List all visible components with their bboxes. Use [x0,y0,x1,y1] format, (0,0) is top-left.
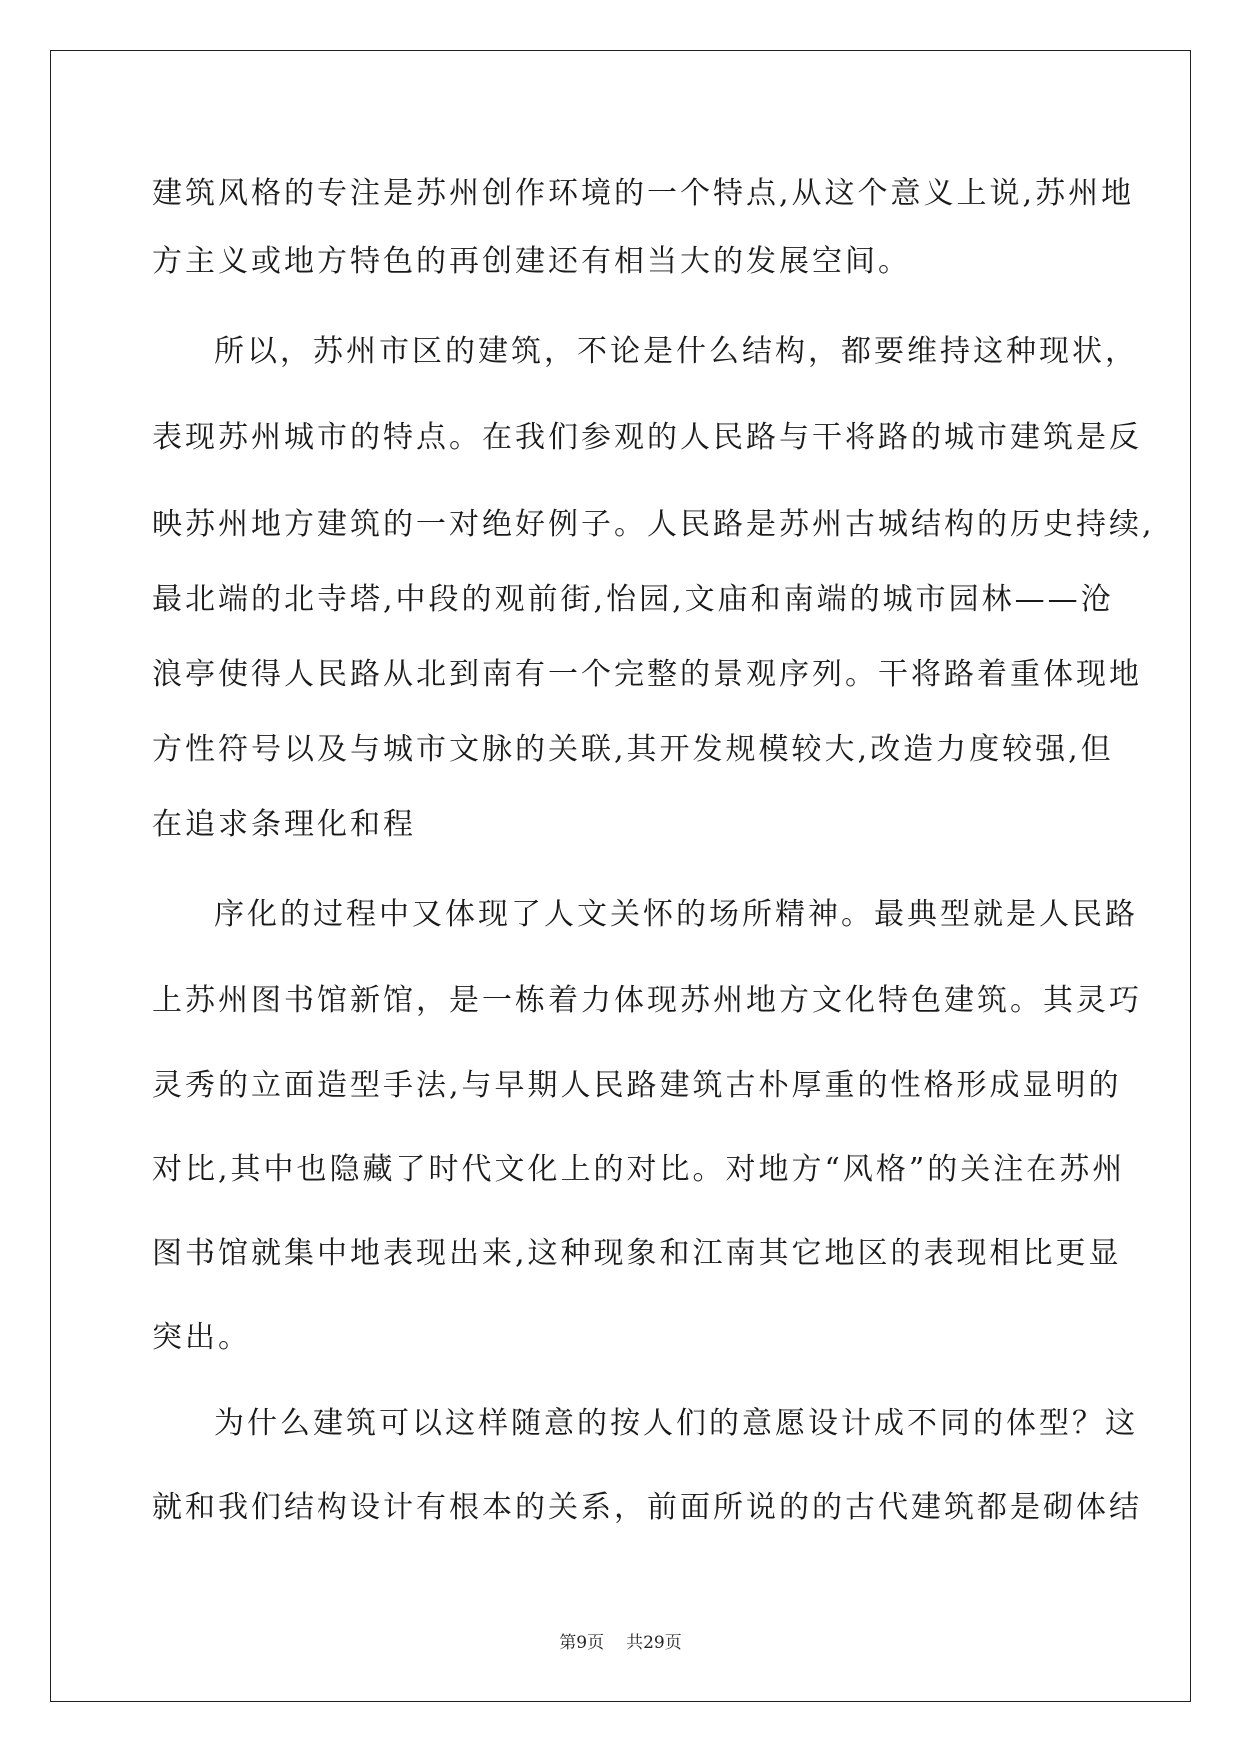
paragraph-start-line: 所以，苏州市区的建筑，不论是什么结构，都要维持这种现状， [214,334,1138,369]
text-line: 方主义或地方特色的再创建还有相当大的发展空间。 [152,244,911,279]
paragraph-start-line: 序化的过程中又体现了人文关怀的场所精神。最典型就是人民路 [214,897,1138,932]
text-line: 突出。 [152,1320,251,1355]
text-line: 表现苏州城市的特点。在我们参观的人民路与干将路的城市建筑是反 [152,420,1142,455]
text-line: 最北端的北寺塔,中段的观前街,怡园,文庙和南端的城市园林——沧 [152,582,1114,617]
page-total: 共29页 [626,1633,682,1653]
page-footer [0,1632,1241,1654]
text-line: 图书馆就集中地表现出来,这种现象和江南其它地区的表现相比更显 [152,1236,1122,1271]
paragraph-start-line: 为什么建筑可以这样随意的按人们的意愿设计成不同的体型？这 [214,1406,1138,1441]
page-number: 第9页 [559,1633,605,1653]
text-line: 上苏州图书馆新馆，是一栋着力体现苏州地方文化特色建筑。其灵巧 [152,983,1142,1018]
page-border [50,50,1191,1702]
text-line: 灵秀的立面造型手法,与早期人民路建筑古朴厚重的性格形成显明的 [152,1068,1122,1103]
text-line: 对比,其中也隐藏了时代文化上的对比。对地方“风格”的关注在苏州 [152,1152,1126,1187]
text-line: 映苏州地方建筑的一对绝好例子。人民路是苏州古城结构的历史持续, [152,507,1155,542]
text-line: 建筑风格的专注是苏州创作环境的一个特点,从这个意义上说,苏州地 [152,176,1135,211]
text-line: 方性符号以及与城市文脉的关联,其开发规模较大,改造力度较强,但 [152,732,1114,767]
text-line: 在追求条理化和程 [152,807,416,842]
text-line: 浪亭使得人民路从北到南有一个完整的景观序列。干将路着重体现地 [152,657,1142,692]
text-line: 就和我们结构设计有根本的关系，前面所说的的古代建筑都是砌体结 [152,1490,1142,1525]
